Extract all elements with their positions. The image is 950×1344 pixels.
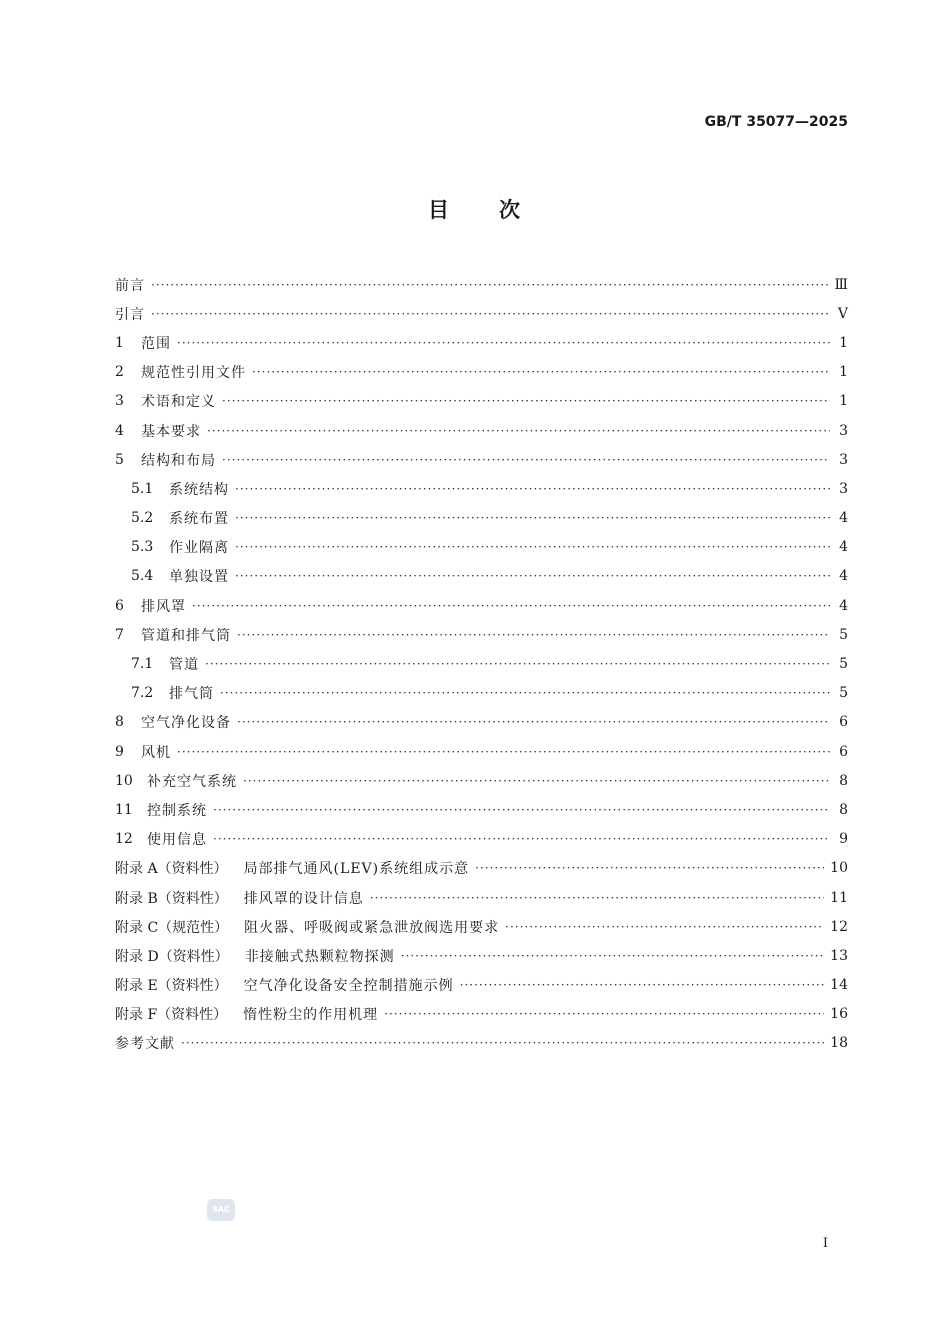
toc-entry-label: 管道和排气筒	[141, 627, 231, 644]
toc-entry-page: Ⅴ	[837, 305, 848, 322]
standard-code: GB/T 35077—2025	[704, 114, 848, 130]
toc-entry-number: 5.3	[131, 539, 154, 556]
toc-entry-label: 局部排气通风(LEV)系统组成示意	[243, 861, 470, 878]
toc-entry-number: 11	[115, 801, 133, 818]
toc-entry[interactable]	[115, 708, 848, 737]
toc-entry-label: 补充空气系统	[147, 773, 237, 790]
toc-leader-dots	[192, 599, 830, 613]
toc-entry-page: 4	[839, 539, 848, 556]
toc-entry-label: 术语和定义	[141, 394, 216, 411]
toc-entry-number: 7.2	[131, 685, 154, 702]
toc-leader-dots	[222, 453, 830, 467]
toc-entry[interactable]	[115, 562, 848, 591]
toc-entry-page: 5	[839, 656, 848, 673]
toc-leader-dots	[207, 424, 830, 438]
toc-entry-number: 7.1	[131, 656, 154, 673]
toc-entry-page: 3	[839, 422, 848, 439]
toc-entry[interactable]	[115, 445, 848, 474]
toc-leader-dots	[213, 803, 830, 817]
toc-entry-label: 排风罩	[141, 598, 186, 615]
toc-entry-number: 8	[115, 714, 124, 731]
toc-leader-dots	[475, 861, 824, 875]
toc-entry[interactable]	[115, 766, 848, 795]
toc-entry[interactable]	[115, 795, 848, 824]
toc-entry-page: 1	[839, 393, 848, 410]
toc-leader-dots	[220, 686, 830, 700]
toc-entry[interactable]	[115, 737, 848, 766]
toc-entry-label: 阻火器、呼吸阀或紧急泄放阀选用要求	[244, 919, 500, 936]
toc-entry-label: 作业隔离	[169, 540, 229, 557]
toc-leader-dots	[235, 511, 830, 525]
toc-leader-dots	[505, 920, 824, 934]
toc-entry-page: Ⅲ	[834, 276, 848, 293]
toc-entry-label: 引言	[115, 306, 145, 323]
toc-entry-label: 空气净化设备	[141, 715, 231, 732]
toc-entry-number: 附录 A（资料性）	[115, 861, 228, 878]
toc-entry-page: 9	[839, 831, 848, 848]
toc-entry-label: 结构和布局	[141, 452, 216, 469]
toc-entry-page: 3	[839, 480, 848, 497]
toc-entry-label: 惰性粉尘的作用机理	[243, 1007, 379, 1024]
toc-entry-page: 13	[830, 947, 848, 964]
toc-entry-label: 系统结构	[169, 481, 229, 498]
toc-entry-page: 1	[839, 334, 848, 351]
toc-entry-page: 11	[830, 889, 848, 906]
toc-entry[interactable]	[115, 591, 848, 620]
toc-leader-dots	[370, 891, 824, 905]
toc-leader-dots	[205, 657, 830, 671]
toc-leader-dots	[237, 715, 830, 729]
toc-leader-dots	[235, 482, 830, 496]
toc-entry-number: 1	[115, 334, 124, 351]
toc-entry-label: 使用信息	[147, 832, 207, 849]
toc-entry[interactable]	[115, 620, 848, 649]
toc-title	[0, 194, 950, 224]
toc-leader-dots	[401, 949, 824, 963]
toc-entry-number: 附录 D（资料性）	[115, 948, 229, 965]
toc-entry-number: 5	[115, 451, 124, 468]
toc-leader-dots	[460, 978, 825, 992]
toc-entry[interactable]	[115, 679, 848, 708]
toc-entry[interactable]	[115, 416, 848, 445]
toc-leader-dots	[252, 365, 830, 379]
toc-leader-dots	[213, 832, 830, 846]
toc-leader-dots	[235, 540, 830, 554]
toc-entry[interactable]	[115, 1000, 848, 1029]
toc-entry-label: 范围	[141, 335, 171, 352]
toc-entry[interactable]	[115, 504, 848, 533]
toc-leader-dots	[237, 628, 830, 642]
toc-leader-dots	[151, 307, 830, 321]
toc-leader-dots	[222, 394, 830, 408]
toc-entry-number: 6	[115, 597, 124, 614]
toc-entry-page: 8	[839, 801, 848, 818]
toc-leader-dots	[177, 745, 830, 759]
toc-entry-label: 系统布置	[169, 511, 229, 528]
toc-entry-number: 附录 B（资料性）	[115, 890, 228, 907]
toc-entry-page: 10	[830, 860, 848, 877]
toc-entry[interactable]	[115, 533, 848, 562]
toc-title-right: 次	[499, 198, 522, 222]
toc-entry-label: 前言	[115, 277, 145, 294]
toc-entry[interactable]	[115, 1029, 848, 1058]
toc-entry-label: 控制系统	[147, 802, 207, 819]
toc-entry-label: 单独设置	[169, 569, 229, 586]
toc-entry[interactable]	[115, 387, 848, 416]
toc-entry-number: 2	[115, 364, 124, 381]
toc-title-left: 目	[428, 198, 451, 222]
toc-leader-dots	[181, 1036, 824, 1050]
toc-entry-label: 参考文献	[115, 1036, 175, 1053]
toc-entry[interactable]	[115, 971, 848, 1000]
toc-leader-dots	[151, 278, 828, 292]
toc-entry[interactable]	[115, 299, 848, 328]
toc-entry-label: 管道	[169, 657, 199, 674]
toc-entry-number: 12	[115, 831, 133, 848]
toc-entry-label: 非接触式热颗粒物探测	[244, 948, 395, 965]
toc-entry[interactable]	[115, 474, 848, 503]
toc-entry-page: 6	[839, 714, 848, 731]
toc-entry-page: 12	[830, 918, 848, 935]
toc-entry-number: 5.1	[131, 480, 154, 497]
toc-entry-number: 9	[115, 743, 124, 760]
toc-entry-number: 附录 C（规范性）	[115, 919, 229, 936]
toc-entry[interactable]	[115, 270, 848, 299]
toc-entry-number: 10	[115, 772, 133, 789]
toc-entry-label: 空气净化设备安全控制措施示例	[243, 978, 454, 995]
toc-entry-number: 4	[115, 422, 124, 439]
toc-entry[interactable]	[115, 825, 848, 854]
toc-entry[interactable]	[115, 912, 848, 941]
toc-entry-page: 1	[839, 364, 848, 381]
toc-entry-page: 5	[839, 685, 848, 702]
toc-entry-page: 16	[830, 1006, 848, 1023]
toc-entry[interactable]	[115, 649, 848, 678]
toc-entry-page: 4	[839, 510, 848, 527]
toc-entry-label: 排风罩的设计信息	[243, 890, 364, 907]
toc-entry[interactable]	[115, 854, 848, 883]
page-number: I	[822, 1236, 828, 1251]
toc-entry[interactable]	[115, 883, 848, 912]
toc-entry-page: 4	[839, 568, 848, 585]
toc-entry-label: 基本要求	[141, 423, 201, 440]
toc-entry[interactable]	[115, 941, 848, 970]
toc-entry-page: 14	[830, 977, 848, 994]
toc-entry-number: 3	[115, 393, 124, 410]
toc-entry-page: 4	[839, 597, 848, 614]
table-of-contents	[115, 270, 848, 1058]
toc-leader-dots	[384, 1007, 824, 1021]
toc-leader-dots	[177, 336, 830, 350]
toc-entry-number: 5.4	[131, 568, 154, 585]
toc-leader-dots	[243, 774, 830, 788]
toc-entry[interactable]	[115, 358, 848, 387]
toc-entry-number: 附录 F（资料性）	[115, 1007, 228, 1024]
toc-entry-label: 规范性引用文件	[141, 365, 246, 382]
toc-leader-dots	[235, 569, 830, 583]
toc-entry-page: 5	[839, 626, 848, 643]
toc-entry-number: 5.2	[131, 510, 154, 527]
toc-entry-label: 排气筒	[169, 686, 214, 703]
toc-entry-page: 6	[839, 743, 848, 760]
toc-entry-number: 7	[115, 626, 124, 643]
toc-entry-page: 8	[839, 772, 848, 789]
toc-entry-label: 风机	[141, 744, 171, 761]
sac-logo-watermark: SAC	[207, 1199, 235, 1221]
toc-entry-page: 3	[839, 451, 848, 468]
toc-entry-page: 18	[830, 1035, 848, 1052]
toc-entry-number: 附录 E（资料性）	[115, 978, 228, 995]
toc-entry[interactable]	[115, 328, 848, 357]
